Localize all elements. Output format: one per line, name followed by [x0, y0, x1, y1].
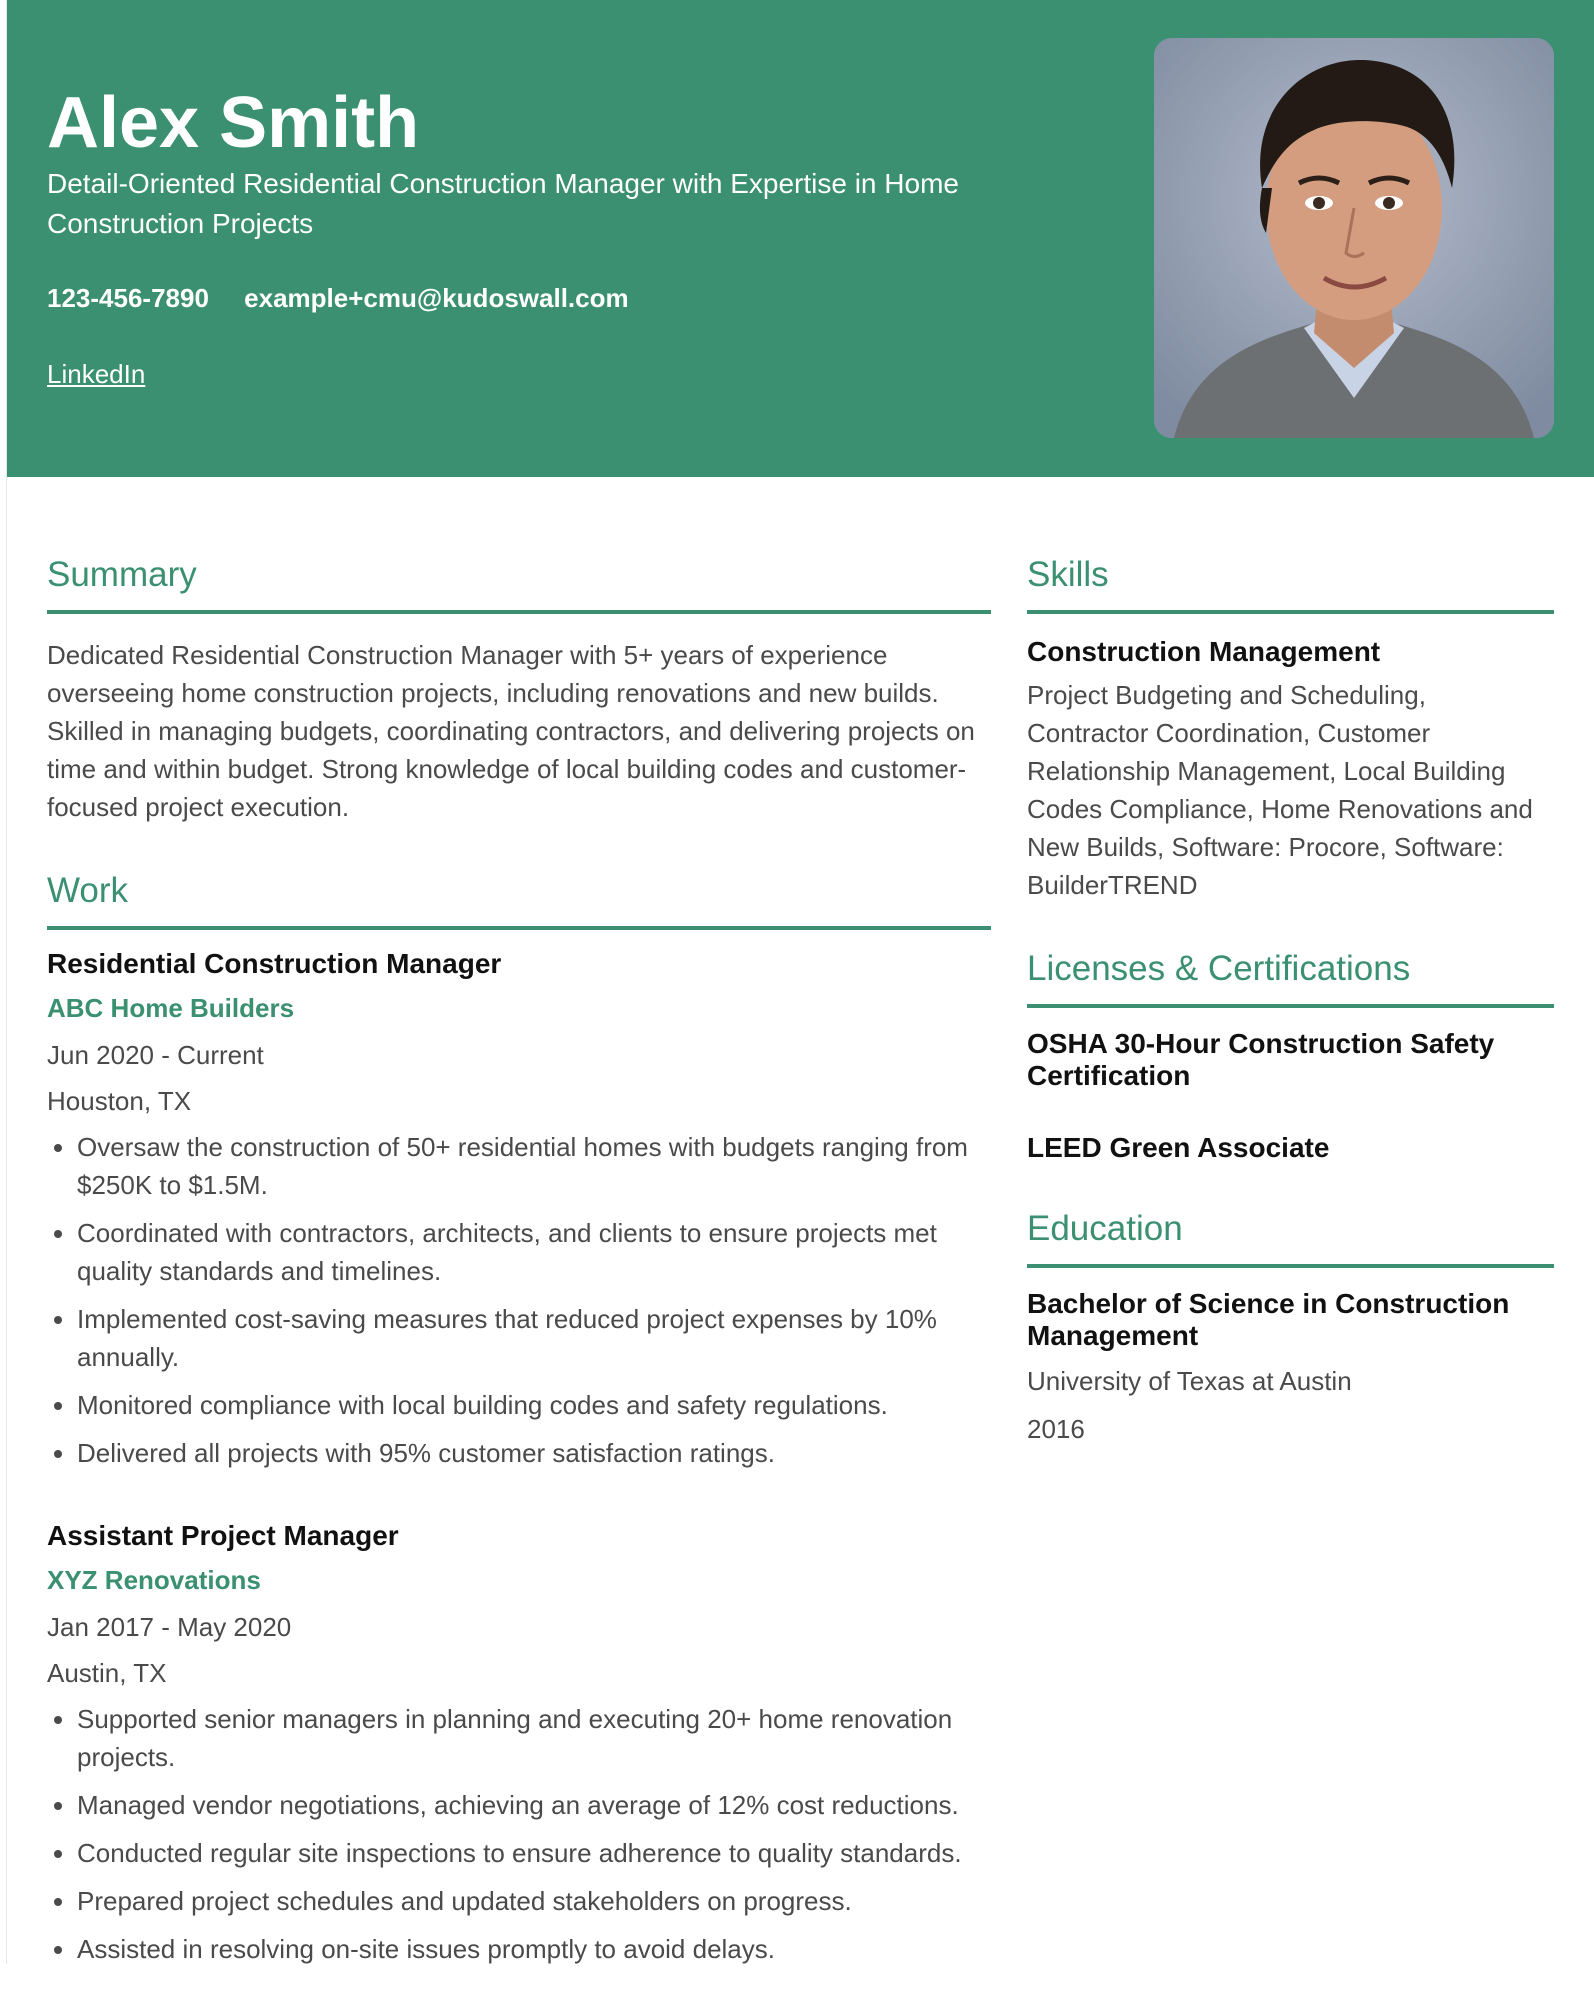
candidate-name: Alex Smith	[47, 83, 420, 163]
education-section	[1027, 1202, 1554, 1448]
job-bullet: • Prepared project schedules and updated stakeholders on progress.	[77, 1882, 991, 1920]
summary-text: Dedicated Residential Construction Manager with 5+ years of experience overseeing home construction projects, including renovations and new builds. Skilled in managing budgets, coordinating contractors, and delivering projects on time and within budget. Strong knowledge of local building codes and customer-focused project execution.	[47, 640, 975, 822]
job-bullet: • Oversaw the construction of 50+ residential homes with budgets ranging from $250K to $1.5M.	[77, 1128, 991, 1204]
profile-photo-icon	[1154, 38, 1554, 438]
right-column	[1027, 548, 1554, 1448]
linkedin-link[interactable]: LinkedIn	[47, 359, 146, 389]
work-heading: Work	[47, 864, 991, 930]
certification-item: LEED Green Associate	[1027, 1132, 1330, 1163]
licenses-section	[1027, 942, 1554, 1164]
graduation-year: 2016	[1027, 1414, 1085, 1444]
job-bullet: • Conducted regular site inspections to ensure adherence to quality standards.	[77, 1834, 991, 1872]
left-column	[47, 548, 991, 2012]
skills-section	[1027, 548, 1554, 904]
job-bullet: • Implemented cost-saving measures that reduced project expenses by 10% annually.	[77, 1300, 991, 1376]
contact-info	[47, 280, 657, 316]
job-bullet: • Monitored compliance with local building codes and safety regulations.	[77, 1386, 991, 1424]
summary-heading: Summary	[47, 548, 991, 614]
job-bullet: • Supported senior managers in planning and executing 20+ home renovation projects.	[77, 1700, 991, 1776]
certification-item: OSHA 30-Hour Construction Safety Certification	[1027, 1028, 1495, 1091]
job-dates: Jun 2020 - Current	[47, 1040, 264, 1070]
email-address: example+cmu@kudoswall.com	[244, 283, 629, 313]
job-bullet: • Coordinated with contractors, architects, and clients to ensure projects met quality standards and timelines.	[77, 1214, 991, 1290]
licenses-heading: Licenses & Certifications	[1027, 942, 1554, 1008]
job-title: Residential Construction Manager	[47, 948, 502, 979]
skill-list: Project Budgeting and Scheduling, Contractor Coordination, Customer Relationship Management, Local Building Codes Compliance, Home Renovations and New Builds, Software: Procore, Software: BuilderTREND	[1027, 680, 1533, 900]
resume-page	[6, 0, 1594, 1964]
job-entry	[47, 1516, 991, 1968]
job-entry	[47, 944, 991, 1472]
skill-group-title: Construction Management	[1027, 636, 1381, 667]
company-name: ABC Home Builders	[47, 993, 295, 1023]
job-location: Austin, TX	[47, 1658, 167, 1688]
profile-photo	[1154, 38, 1554, 438]
job-dates: Jan 2017 - May 2020	[47, 1612, 292, 1642]
job-bullet: • Assisted in resolving on-site issues promptly to avoid delays.	[77, 1930, 991, 1968]
candidate-headline: Detail-Oriented Residential Construction Manager with Expertise in Home Construction Projects	[47, 168, 959, 239]
company-name: XYZ Renovations	[47, 1565, 261, 1595]
job-location: Houston, TX	[47, 1086, 192, 1116]
phone-number: 123-456-7890	[47, 283, 209, 313]
job-bullet: • Delivered all projects with 95% customer satisfaction ratings.	[77, 1434, 991, 1472]
job-bullets	[47, 1700, 991, 1968]
job-bullet: • Managed vendor negotiations, achieving an average of 12% cost reductions.	[77, 1786, 991, 1824]
work-section	[47, 864, 991, 1968]
job-title: Assistant Project Manager	[47, 1520, 399, 1551]
summary-section	[47, 548, 991, 826]
skills-heading: Skills	[1027, 548, 1554, 614]
school-name: University of Texas at Austin	[1027, 1366, 1352, 1396]
job-bullets	[47, 1128, 991, 1472]
resume-header	[7, 0, 1594, 477]
degree-name: Bachelor of Science in Construction Management	[1027, 1288, 1510, 1351]
education-heading: Education	[1027, 1202, 1554, 1268]
